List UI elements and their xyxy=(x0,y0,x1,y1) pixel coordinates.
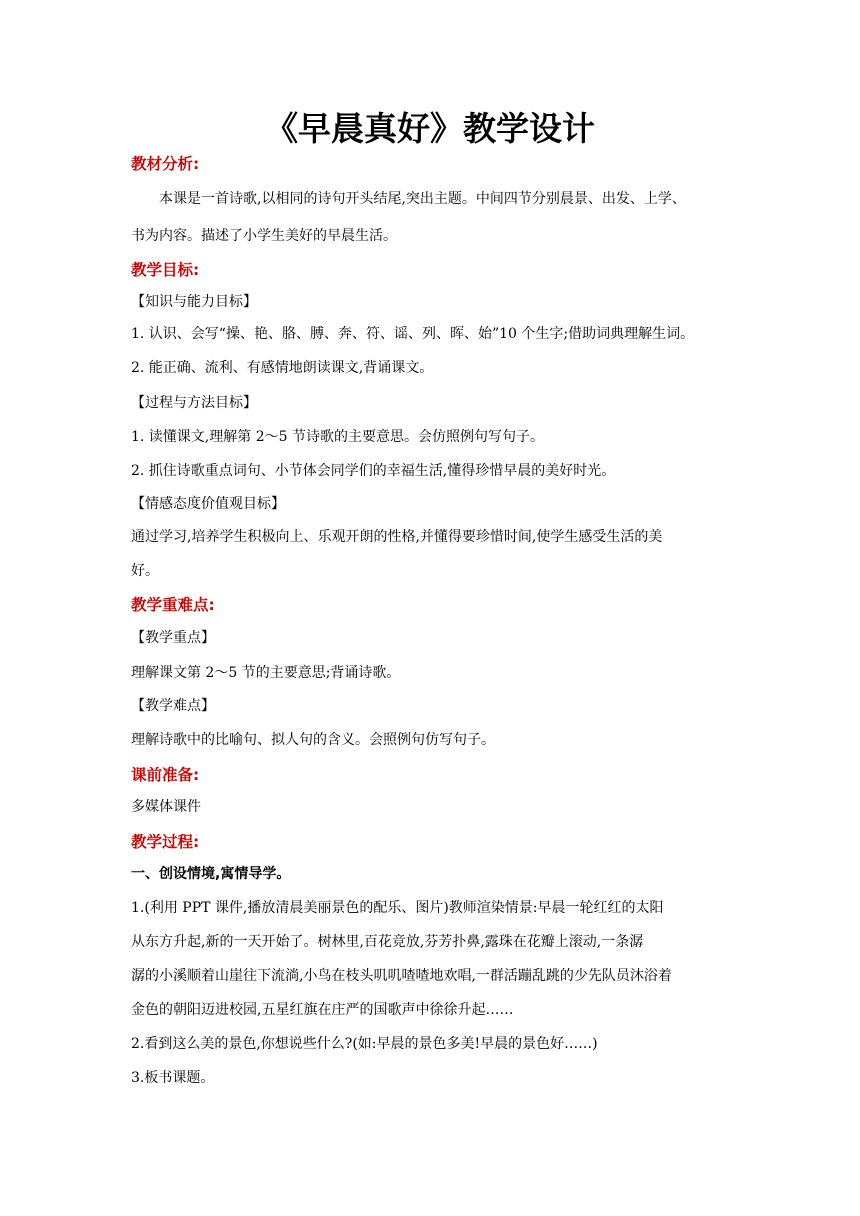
step1-paragraph-line-2: 从东方升起,新的一天开始了。树林里,百花竞放,芬芳扑鼻,露珠在花瓣上滚动,一条潺 xyxy=(131,934,644,950)
step1-paragraph-line-4: 金色的朝阳迈进校园,五星红旗在庄严的国歌声中徐徐升起…… xyxy=(131,1002,514,1018)
goal-knowledge-label: 【知识与能力目标】 xyxy=(131,294,257,310)
goal-emotion-line-2: 好。 xyxy=(131,563,159,579)
difficulty-label: 【教学难点】 xyxy=(131,698,215,714)
key-point-label: 【教学重点】 xyxy=(131,630,215,646)
goals-heading: 教学目标: xyxy=(131,261,200,279)
analysis-heading: 教材分析: xyxy=(131,155,200,173)
goal-process-label: 【过程与方法目标】 xyxy=(131,395,257,411)
goal-emotion-line-1: 通过学习,培养学生积极向上、乐观开朗的性格,并懂得要珍惜时间,使学生感受生活的美 xyxy=(131,529,663,545)
prep-heading: 课前准备: xyxy=(131,766,200,784)
goal-knowledge-item-1: 1. 认识、会写“操、艳、胳、膊、奔、符、谣、列、晖、始”10 个生字;借助词典理解生词。 xyxy=(131,326,695,342)
key-heading: 教学重难点: xyxy=(131,596,215,614)
step1-item-3: 3.板书课题。 xyxy=(131,1070,215,1086)
process-heading: 教学过程: xyxy=(131,833,200,851)
key-point-text: 理解课文第 2～5 节的主要意思;背诵诗歌。 xyxy=(131,665,401,681)
step1-item-2: 2.看到这么美的景色,你想说些什么?(如:早晨的景色多美!早晨的景色好……) xyxy=(131,1036,598,1052)
step1-paragraph-line-3: 潺的小溪顺着山崖往下流淌,小鸟在枝头叽叽喳喳地欢唱,一群活蹦乱跳的少先队员沐浴着 xyxy=(131,968,672,984)
prep-text: 多媒体课件 xyxy=(131,799,201,815)
difficulty-text: 理解诗歌中的比喻句、拟人句的含义。会照例句仿写句子。 xyxy=(131,732,495,748)
goal-process-item-2: 2. 抓住诗歌重点词句、小节体会同学们的幸福生活,懂得珍惜早晨的美好时光。 xyxy=(131,463,616,479)
step1-paragraph-line-1: 1.(利用 PPT 课件,播放清晨美丽景色的配乐、图片)教师渲染情景:早晨一轮红红的太阳 xyxy=(131,900,664,916)
page-title: 《早晨真好》教学设计 xyxy=(265,109,595,148)
goal-process-item-1: 1. 读懂课文,理解第 2～5 节诗歌的主要意思。会仿照例句写句子。 xyxy=(131,429,544,445)
goal-emotion-label: 【情感态度价值观目标】 xyxy=(131,496,285,512)
analysis-text-line-1: 本课是一首诗歌,以相同的诗句开头结尾,突出主题。中间四节分别晨景、出发、上学、 xyxy=(159,191,686,207)
step1-heading: 一、创设情境,寓情导学。 xyxy=(131,866,291,882)
analysis-text-line-2: 书为内容。描述了小学生美好的早晨生活。 xyxy=(131,228,397,244)
goal-knowledge-item-2: 2. 能正确、流利、有感情地朗读课文,背诵课文。 xyxy=(131,360,434,376)
